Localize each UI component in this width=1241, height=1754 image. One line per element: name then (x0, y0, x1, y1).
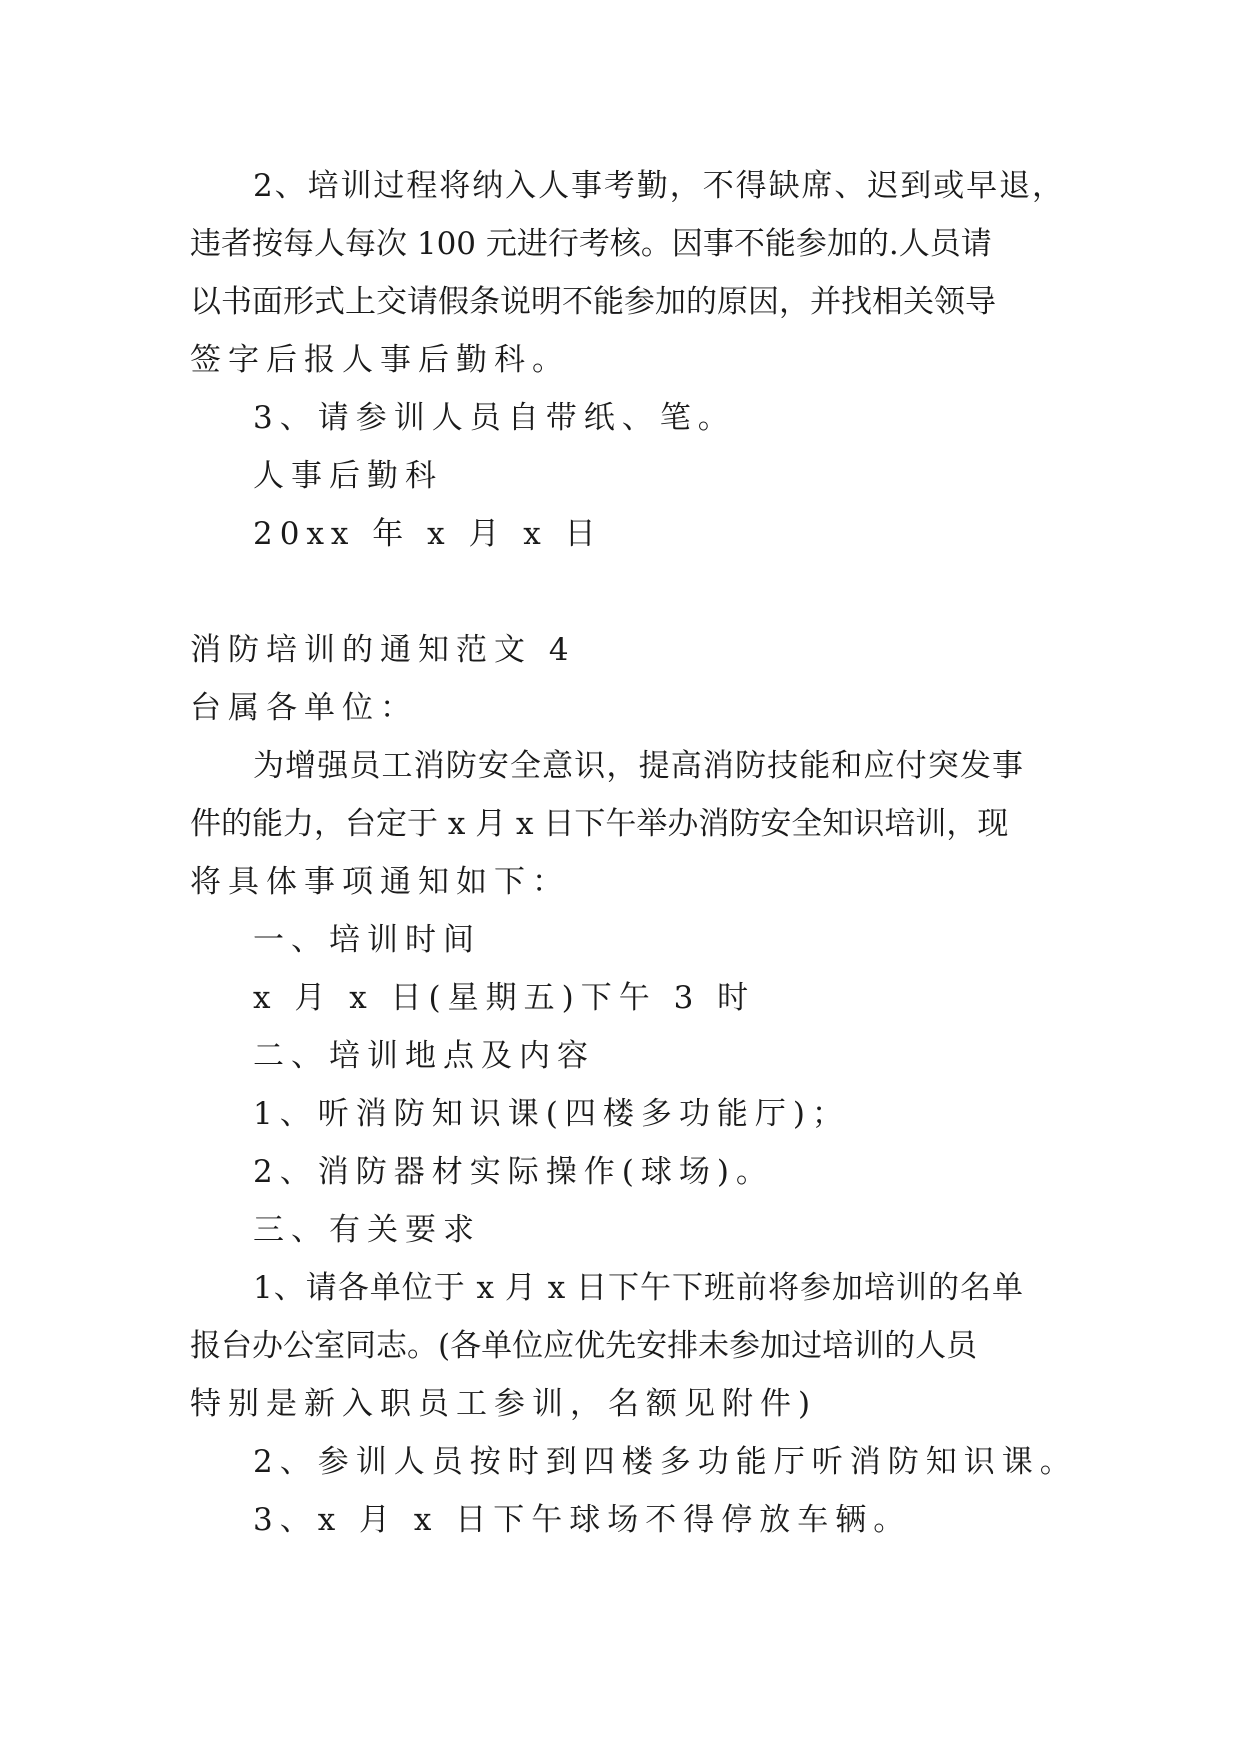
salutation: 台属各单位： (190, 690, 418, 726)
heading-time: 一、培训时间 (253, 922, 481, 958)
heading-place: 二、培训地点及内容 (253, 1038, 595, 1074)
req1-line-3: 特别是新入职员工参训，名额见附件) (190, 1386, 818, 1422)
signature: 人事后勤科 (253, 458, 443, 494)
date: 20xx 年 x 月 x 日 (253, 516, 603, 552)
req1-line-1: 1、请各单位于 x 月 x 日下午下班前将参加培训的名单 (253, 1270, 1023, 1306)
intro-line-1: 为增强员工消防安全意识，提高消防技能和应付突发事 (253, 748, 1023, 784)
intro-line-3: 将具体事项通知如下： (190, 864, 570, 900)
req1-line-2: 报台办公室同志。(各单位应优先安排未参加过培训的人员 (190, 1328, 978, 1364)
item2-line-1: 2、培训过程将纳入人事考勤，不得缺席、迟到或早退， (253, 168, 1063, 204)
item2-line-2: 违者按每人每次 100 元进行考核。因事不能参加的.人员请 (190, 226, 992, 262)
heading-requirements: 三、有关要求 (253, 1212, 481, 1248)
section-title: 消防培训的通知范文 4 (190, 632, 576, 668)
training-time: x 月 x 日(星期五)下午 3 时 (253, 980, 756, 1016)
place-item-2: 2、消防器材实际操作(球场)。 (253, 1154, 774, 1190)
item2-line-4: 签字后报人事后勤科。 (190, 342, 570, 378)
req3-text: 3、x 月 x 日下午球场不得停放车辆。 (253, 1502, 912, 1538)
item2-line-3: 以书面形式上交请假条说明不能参加的原因，并找相关领导 (190, 284, 996, 320)
item3-text: 3、请参训人员自带纸、笔。 (253, 400, 736, 436)
req2-text: 2、参训人员按时到四楼多功能厅听消防知识课。 (253, 1444, 1078, 1480)
place-item-1: 1、听消防知识课(四楼多功能厅)； (253, 1096, 850, 1132)
intro-line-2: 件的能力，台定于 x 月 x 日下午举办消防安全知识培训，现 (190, 806, 1009, 842)
